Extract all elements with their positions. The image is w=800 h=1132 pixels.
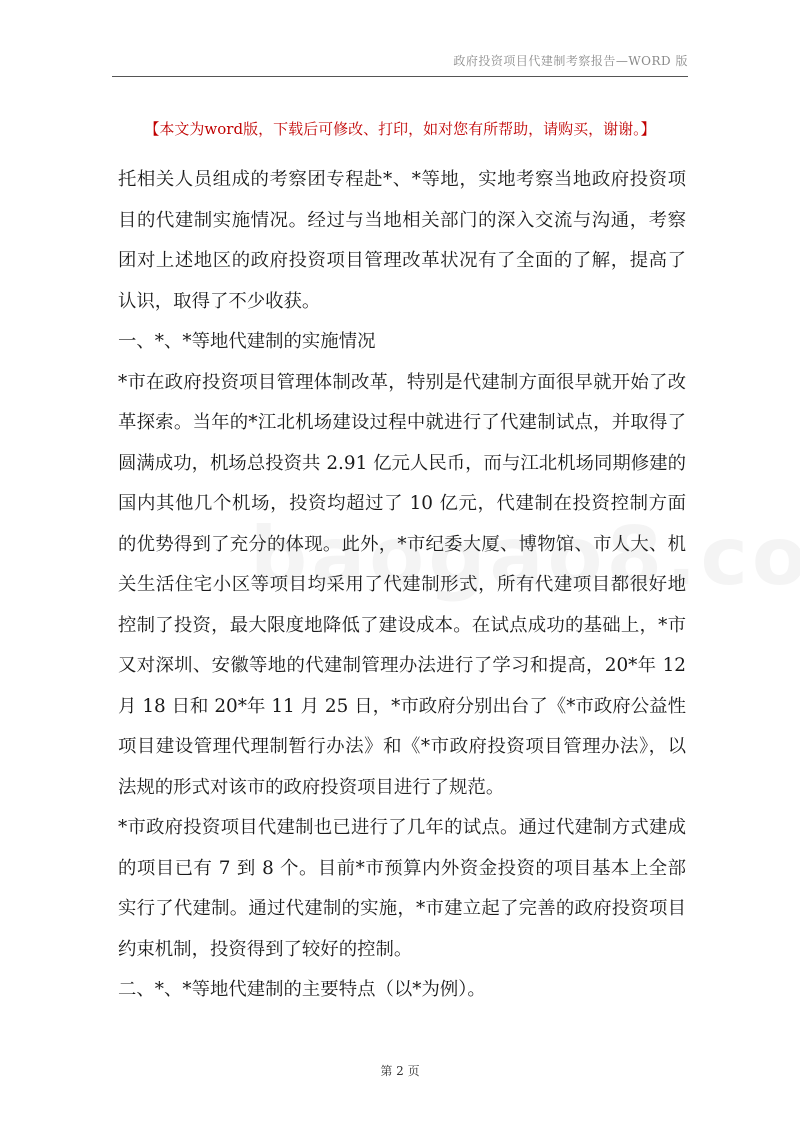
paragraph-city-two: *市政府投资项目代建制也已进行了几年的试点。通过代建制方式建成的项目已有 7 到 8 个。目前*市预算内外资金投资的项目基本上全部实行了代建制。通过代建制的实施，*市建立起了完善的政府投资项目约束机制，投资得到了较好的控制。 [118, 817, 686, 960]
download-notice: 【本文为word版，下载后可修改、打印，如对您有所帮助，请购买，谢谢。】 [144, 120, 656, 138]
paragraph-city-one: *市在政府投资项目管理体制改革，特别是代建制方面很早就开始了改革探索。当年的*江北机场建设过程中就进行了代建制试点，并取得了圆满成功，机场总投资共 2.91 亿元人民币，而与江北机场同期修建的国内其他几个机场，投资均超过了 10 亿元，代建制在投资控制方面的优势得到了充分的体现。此外，*市纪委大厦、博物馆、市人大、机关生活住宅小区等项目均采用了代建制形式，所有代建项目都很好地控制了投资，最大限度地降低了建设成本。在试点成功的基础上，*市又对深圳、安徽等地的代建制管理办法进行了学习和提高，20*年 12 月 18 日和 20*年 11 月 25 日，*市政府分别出台了《*市政府公益性项目建设管理代理制暂行办法》和《*市政府投资项目管理办法》，以法规的形式对该市的政府投资项目进行了规范。 [118, 371, 686, 798]
document-body [118, 160, 686, 1011]
page-header: 政府投资项目代建制考察报告—WORD 版 [453, 54, 688, 68]
section-heading-1: 一、*、*等地代建制的实施情况 [118, 331, 376, 352]
page-number: 第 2 页 [380, 1064, 420, 1078]
header-divider [112, 76, 688, 77]
section-heading-2: 二、*、*等地代建制的主要特点（以*为例）。 [118, 979, 486, 1000]
paragraph-intro: 托相关人员组成的考察团专程赴*、*等地，实地考察当地政府投资项目的代建制实施情况。经过与当地相关部门的深入交流与沟通，考察团对上述地区的政府投资项目管理改革状况有了全面的了解，提高了认识，取得了不少收获。 [118, 169, 686, 312]
